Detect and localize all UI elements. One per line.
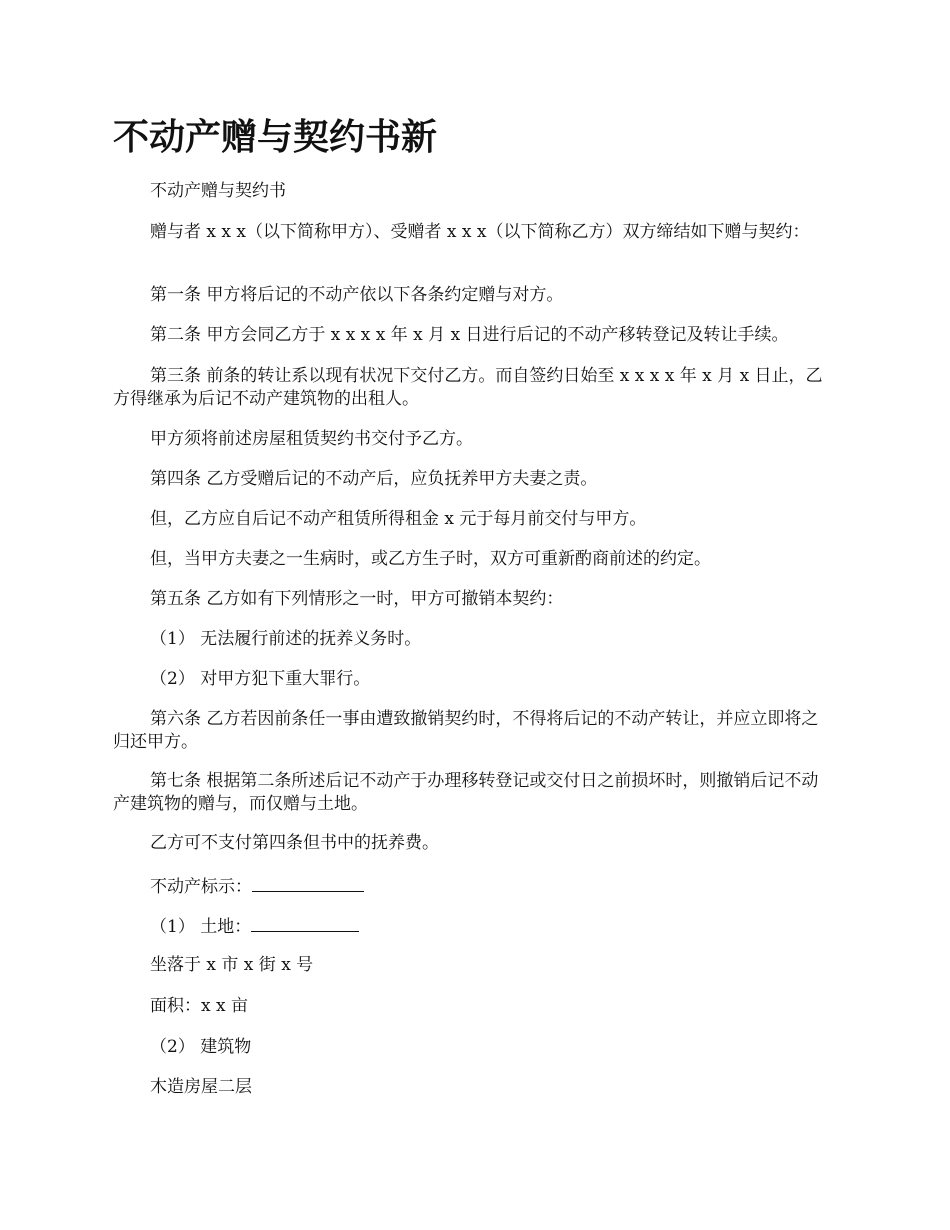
paragraph-article-2: 第二条 甲方会同乙方于 x x x x 年 x 月 x 日进行后记的不动产移转登记及转让手续。 [150, 325, 789, 345]
paragraph-condition-1: （1） 无法履行前述的抚养义务时。 [150, 629, 422, 649]
paragraph-location: 坐落于 x 市 x 街 x 号 [150, 955, 314, 975]
paragraph-parties: 赠与者 x x x（以下简称甲方）、受赠者 x x x（以下简称乙方）双方缔结如下赠与契约： [150, 222, 810, 242]
paragraph-renegotiation: 但，当甲方夫妻之一生病时，或乙方生子时，双方可重新酌商前述的约定。 [150, 549, 711, 569]
paragraph-subtitle: 不动产赠与契约书 [150, 181, 286, 201]
paragraph-building-type: 木造房屋二层 [150, 1077, 252, 1097]
land-blank [251, 913, 359, 932]
paragraph-article-1: 第一条 甲方将后记的不动产依以下各条约定赠与对方。 [150, 285, 564, 305]
paragraph-article-6: 第六条 乙方若因前条任一事由遭致撤销契约时，不得将后记的不动产转让，并应立即将之归还甲方。 [113, 709, 819, 752]
land-label: （1） 土地： [150, 917, 252, 937]
paragraph-property-listing [113, 873, 831, 899]
paragraph-rent-proviso: 但，乙方应自后记不动产租赁所得租金 x 元于每月前交付与甲方。 [150, 509, 647, 529]
property-listing-blank [252, 873, 364, 892]
document-title: 不动产赠与契约书新 [113, 116, 438, 158]
property-listing-label: 不动产标示： [150, 877, 252, 897]
paragraph-article-4: 第四条 乙方受赠后记的不动产后，应负抚养甲方夫妻之责。 [150, 469, 598, 489]
paragraph-article-5: 第五条 乙方如有下列情形之一时，甲方可撤销本契约： [150, 589, 564, 609]
paragraph-lease-transfer: 甲方须将前述房屋租赁契约书交付予乙方。 [150, 429, 473, 449]
paragraph-maintenance-exemption: 乙方可不支付第四条但书中的抚养费。 [150, 833, 439, 853]
paragraph-article-3: 第三条 前条的转让系以现有状况下交付乙方。而自签约日始至 x x x x 年 x 月 x 日止，乙方得继承为后记不动产建筑物的出租人。 [113, 366, 823, 409]
paragraph-condition-2: （2） 对甲方犯下重大罪行。 [150, 669, 371, 689]
paragraph-building: （2） 建筑物 [150, 1037, 252, 1057]
paragraph-area: 面积：x x 亩 [150, 996, 248, 1016]
paragraph-article-7: 第七条 根据第二条所述后记不动产于办理移转登记或交付日之前损坏时，则撤销后记不动产建筑物的赠与，而仅赠与土地。 [113, 771, 819, 814]
paragraph-land [113, 913, 831, 939]
